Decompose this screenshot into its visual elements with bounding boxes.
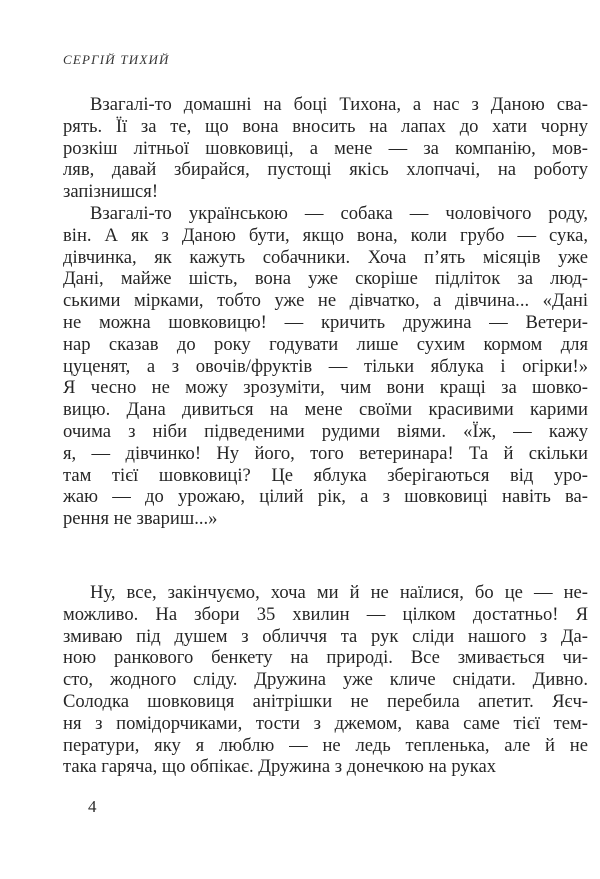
- text-line: він. А як з Даною бути, якщо вона, коли грубо — сука,: [63, 224, 588, 246]
- text-line: нар сказав до року годувати лише сухим кормом для: [63, 333, 588, 355]
- text-line: рять. Її за те, що вона вносить на лапах до хати чорну: [63, 115, 588, 137]
- text-line: можливо. На збори 35 хвилин — цілком достатньо! Я: [63, 603, 588, 625]
- text-line: дівчинка, як кажуть собачники. Хоча п’ять місяців уже: [63, 246, 588, 268]
- text-line: там тієї шовковиці? Це яблука зберігаються від уро-: [63, 464, 588, 486]
- text-line: ператури, яку я люблю — не ледь тепленька, але й не: [63, 734, 588, 756]
- text-line: рення не звариш...»: [63, 508, 218, 530]
- text-line: Дані, майже шість, вона уже скоріше підліток за люд-: [63, 268, 588, 290]
- text-line: ськими мірками, тобто уже не дівчатко, а дівчина... «Дані: [63, 290, 588, 312]
- text-line: ляв, давай збирайся, пустощі якісь хлопчачі, на роботу: [63, 159, 588, 181]
- running-header: СЕРГІЙ ТИХИЙ: [63, 52, 170, 67]
- text-line: не можна шовковицю! — кричить дружина — Ветери-: [63, 311, 588, 333]
- text-line: жаю — до урожаю, цілий рік, а з шовковиці навіть ва-: [63, 486, 588, 508]
- text-line: запізнишся!: [63, 181, 159, 203]
- text-line: очима з ніби підведеними рудими віями. «Їж, — кажу: [63, 420, 588, 442]
- text-line: Взагалі-то домашні на боці Тихона, а нас з Даною сва-: [90, 94, 588, 115]
- paragraph: [63, 94, 588, 203]
- page-number: 4: [88, 797, 97, 816]
- text-line: ня з помідорчиками, тости з джемом, кава саме тієї тем-: [63, 712, 588, 734]
- text-line: вицю. Дана дивиться на мене своїми красивими карими: [63, 399, 588, 421]
- text-line: ною ранкового бенкету на природі. Все змивається чи-: [63, 647, 588, 669]
- text-line: така гаряча, що обпікає. Дружина з донечкою на руках: [63, 756, 497, 778]
- text-line: сто, жодного сліду. Дружина уже кличе снідати. Дивно.: [63, 669, 588, 691]
- paragraph: [63, 582, 588, 778]
- text-line: я, — дівчинко! Ну його, того ветеринара! Та й скільки: [63, 442, 588, 464]
- paragraph: [63, 203, 588, 530]
- text-block: [63, 94, 588, 778]
- text-line: Ну, все, закінчуємо, хоча ми й не наїлися, бо це — не-: [90, 581, 588, 603]
- text-line: цуценят, а з овочів/фруктів — тільки яблука і огірки!»: [63, 355, 588, 377]
- text-line: Солодка шовковиця анітрішки не перебила апетит. Яєч-: [63, 690, 588, 712]
- text-line: Я чесно не можу зрозуміти, чим вони кращі за шовко-: [63, 377, 588, 399]
- text-line: Взагалі-то українською — собака — чоловічого роду,: [90, 202, 588, 224]
- text-line: змиваю під душем з обличчя та рук сліди нашого з Да-: [63, 625, 588, 647]
- text-line: розкіш літньої шовковиці, а мене — за компанію, мов-: [63, 137, 588, 159]
